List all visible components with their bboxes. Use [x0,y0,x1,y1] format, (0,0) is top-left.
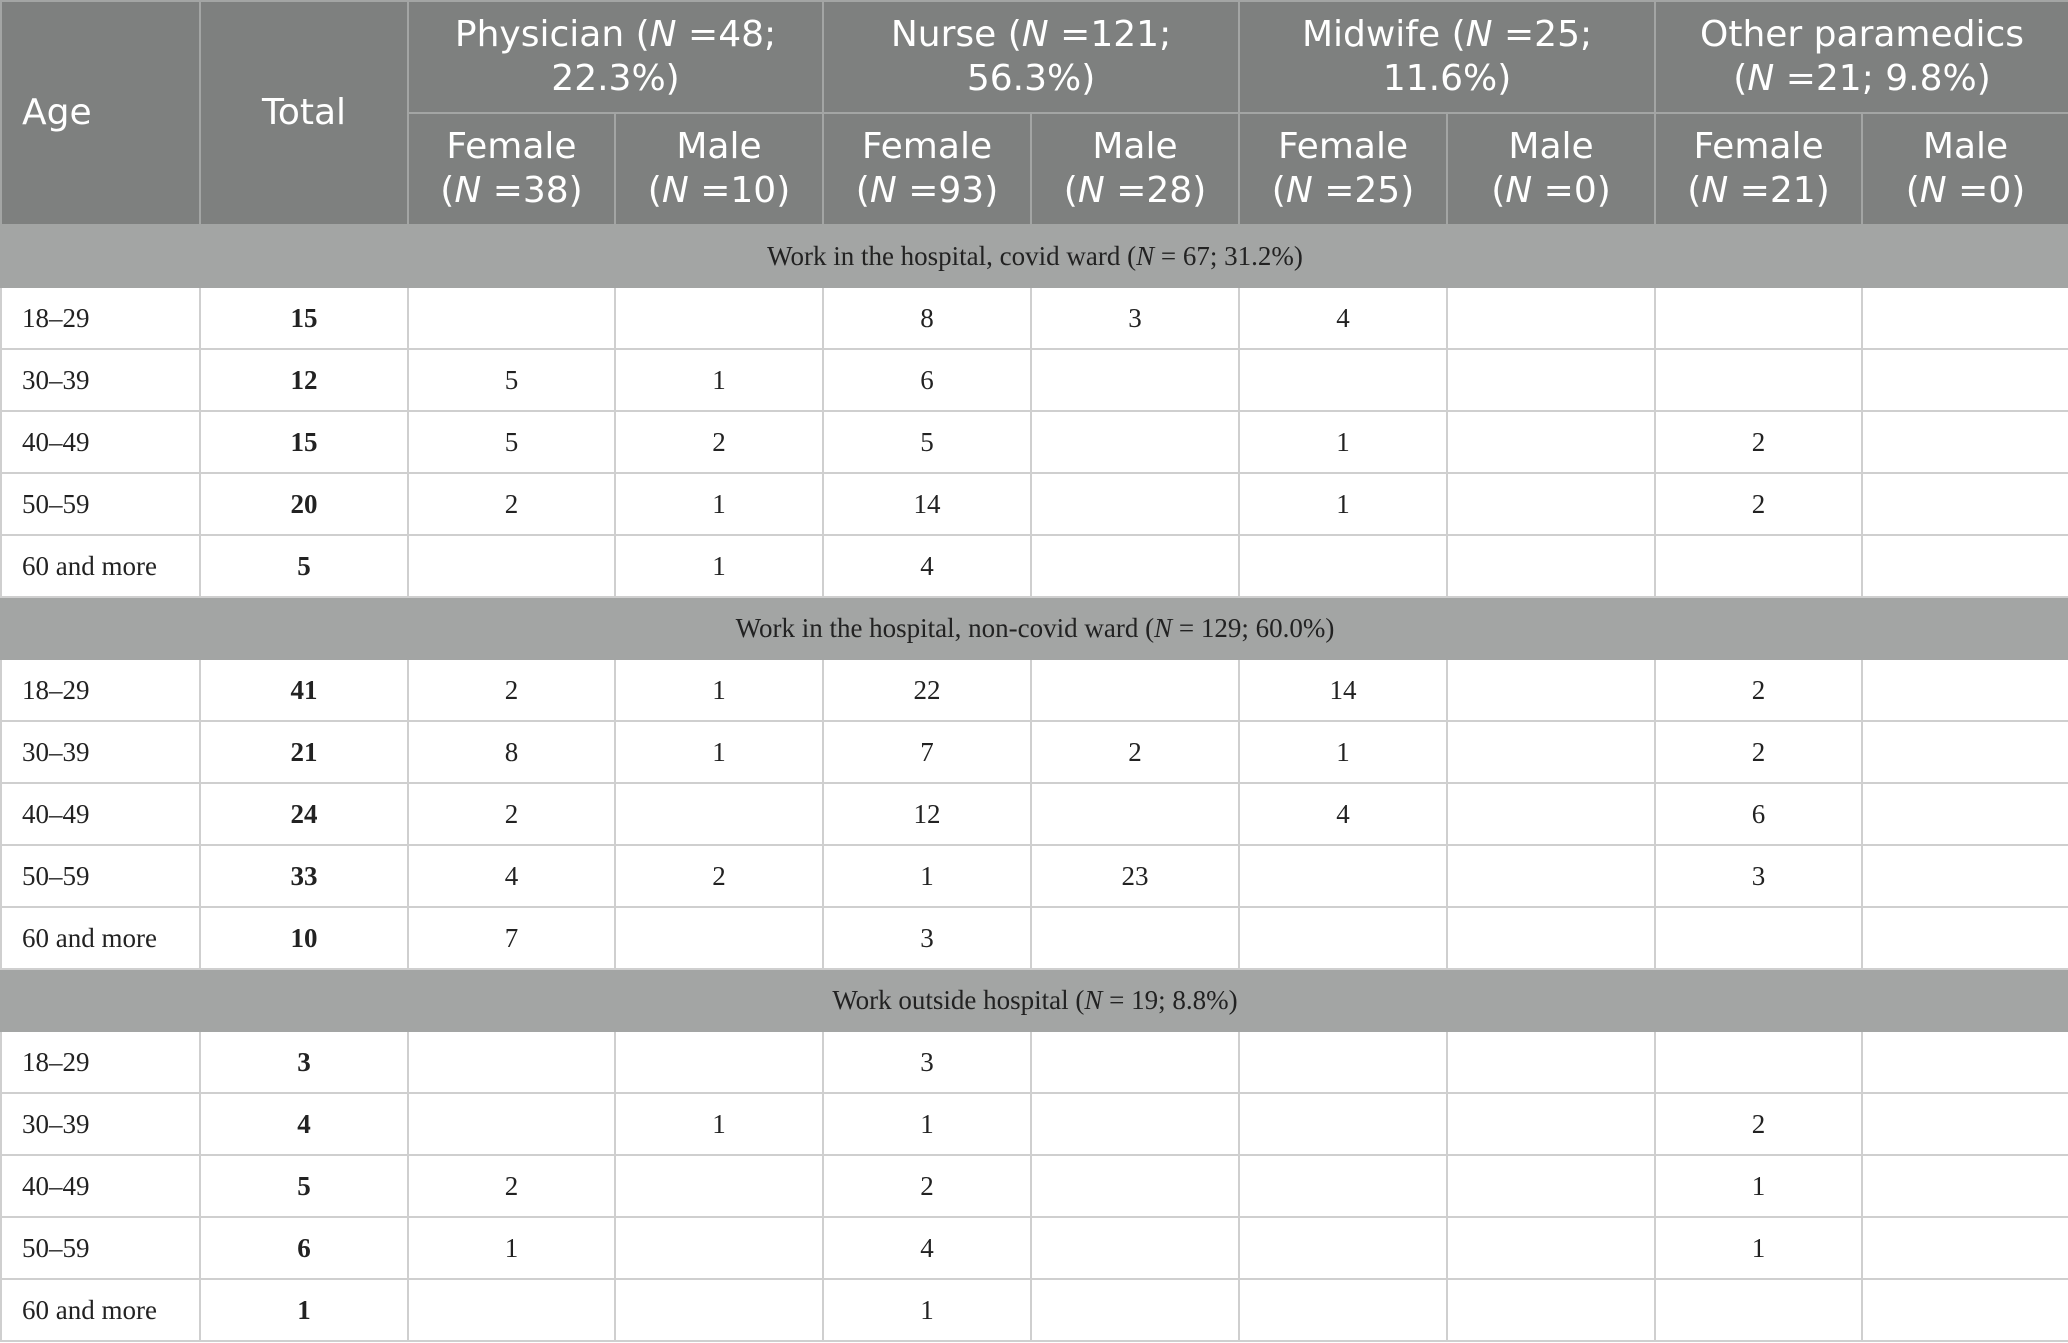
value-cell: 1 [615,349,823,411]
total-cell: 15 [200,411,408,473]
value-cell [1447,783,1655,845]
value-cell: 1 [823,1093,1031,1155]
value-cell [615,907,823,969]
section-title: Work outside hospital (N = 19; 8.8%) [1,969,2068,1031]
value-cell [1031,659,1239,721]
value-cell: 1 [1239,411,1447,473]
value-cell [1862,783,2068,845]
value-cell [1655,1031,1862,1093]
total-cell: 15 [200,287,408,349]
value-cell [1862,287,2068,349]
value-cell [615,1031,823,1093]
value-cell [1031,1155,1239,1217]
value-cell: 2 [408,473,615,535]
table-row [1,535,2068,597]
value-cell [1862,721,2068,783]
section-header-row [1,225,2068,287]
value-cell: 2 [1655,659,1862,721]
value-cell [1862,907,2068,969]
value-cell: 1 [615,659,823,721]
value-cell: 3 [1655,845,1862,907]
value-cell: 1 [1239,473,1447,535]
value-cell: 4 [823,535,1031,597]
value-cell: 2 [408,1155,615,1217]
value-cell [1239,845,1447,907]
total-cell: 20 [200,473,408,535]
table-row [1,1217,2068,1279]
value-cell: 3 [1031,287,1239,349]
value-cell [1862,1279,2068,1341]
total-cell: 3 [200,1031,408,1093]
group-header-physician: Physician (N =48; 22.3%) [408,1,823,113]
section-header-row [1,969,2068,1031]
value-cell: 2 [1655,411,1862,473]
value-cell [408,1093,615,1155]
group-header-nurse: Nurse (N =121; 56.3%) [823,1,1239,113]
value-cell [1031,1093,1239,1155]
value-cell [1447,1031,1655,1093]
age-cell: 30–39 [1,1093,200,1155]
value-cell: 1 [615,535,823,597]
value-cell: 3 [823,907,1031,969]
value-cell [1031,783,1239,845]
table-row [1,659,2068,721]
age-cell: 50–59 [1,845,200,907]
value-cell [1239,907,1447,969]
value-cell: 2 [1031,721,1239,783]
value-cell: 2 [1655,473,1862,535]
value-cell [1447,287,1655,349]
sub-header-physician-male: Male (N =10) [615,113,823,225]
value-cell: 2 [823,1155,1031,1217]
table-row [1,783,2068,845]
value-cell: 7 [408,907,615,969]
total-header: Total [200,1,408,225]
sub-header-physician-female: Female (N =38) [408,113,615,225]
value-cell [1031,473,1239,535]
value-cell [1447,659,1655,721]
value-cell [1239,349,1447,411]
value-cell [1447,721,1655,783]
value-cell [1239,1217,1447,1279]
value-cell: 2 [615,411,823,473]
total-cell: 6 [200,1217,408,1279]
table-row [1,1155,2068,1217]
value-cell [615,287,823,349]
sub-header-other-male: Male (N =0) [1862,113,2068,225]
value-cell [1031,1217,1239,1279]
total-cell: 4 [200,1093,408,1155]
value-cell [1239,1279,1447,1341]
value-cell [1031,535,1239,597]
value-cell [1862,845,2068,907]
section-header-row [1,597,2068,659]
age-cell: 40–49 [1,783,200,845]
value-cell [615,1155,823,1217]
value-cell: 14 [1239,659,1447,721]
value-cell: 1 [615,1093,823,1155]
value-cell [1031,1031,1239,1093]
value-cell: 23 [1031,845,1239,907]
value-cell [1447,907,1655,969]
sub-header-midwife-female: Female (N =25) [1239,113,1447,225]
value-cell: 5 [408,349,615,411]
value-cell: 8 [823,287,1031,349]
value-cell [1031,1279,1239,1341]
value-cell: 2 [408,659,615,721]
age-cell: 40–49 [1,411,200,473]
value-cell [1447,349,1655,411]
value-cell [615,1217,823,1279]
value-cell: 3 [823,1031,1031,1093]
value-cell [1447,845,1655,907]
value-cell [1239,535,1447,597]
value-cell: 4 [408,845,615,907]
section-title: Work in the hospital, covid ward (N = 67; 31.2%) [1,225,2068,287]
value-cell [1239,1155,1447,1217]
age-cell: 40–49 [1,1155,200,1217]
value-cell [1862,1031,2068,1093]
value-cell: 1 [823,1279,1031,1341]
value-cell [615,1279,823,1341]
value-cell [1862,411,2068,473]
value-cell [1862,473,2068,535]
value-cell: 6 [823,349,1031,411]
value-cell: 4 [823,1217,1031,1279]
value-cell: 5 [408,411,615,473]
age-header: Age [1,1,200,225]
total-cell: 24 [200,783,408,845]
value-cell: 1 [408,1217,615,1279]
sub-header-other-female: Female (N =21) [1655,113,1862,225]
group-header-midwife: Midwife (N =25; 11.6%) [1239,1,1655,113]
value-cell [1447,1093,1655,1155]
value-cell [1655,1279,1862,1341]
value-cell [1031,349,1239,411]
age-cell: 18–29 [1,1031,200,1093]
total-cell: 12 [200,349,408,411]
value-cell [408,1031,615,1093]
table-row [1,845,2068,907]
value-cell [1447,1217,1655,1279]
value-cell [1655,349,1862,411]
sub-header-nurse-female: Female (N =93) [823,113,1031,225]
value-cell [1447,1279,1655,1341]
value-cell [1655,287,1862,349]
value-cell: 1 [823,845,1031,907]
value-cell: 2 [1655,1093,1862,1155]
value-cell: 4 [1239,287,1447,349]
sub-header-nurse-male: Male (N =28) [1031,113,1239,225]
value-cell [1862,1155,2068,1217]
value-cell [1239,1093,1447,1155]
value-cell: 1 [615,721,823,783]
table-row [1,1093,2068,1155]
table-row [1,1279,2068,1341]
value-cell: 1 [615,473,823,535]
table-body [1,225,2068,1341]
value-cell [1447,1155,1655,1217]
value-cell [1862,349,2068,411]
age-cell: 60 and more [1,907,200,969]
age-cell: 50–59 [1,1217,200,1279]
value-cell [1031,411,1239,473]
total-cell: 5 [200,535,408,597]
header-row-groups [1,1,2068,113]
section-title: Work in the hospital, non-covid ward (N = 129; 60.0%) [1,597,2068,659]
value-cell [408,535,615,597]
value-cell [1862,659,2068,721]
value-cell: 6 [1655,783,1862,845]
table-row [1,907,2068,969]
value-cell: 1 [1655,1155,1862,1217]
group-header-other-paramedics: Other paramedics (N =21; 9.8%) [1655,1,2068,113]
value-cell [1031,907,1239,969]
value-cell: 12 [823,783,1031,845]
value-cell [408,1279,615,1341]
total-cell: 41 [200,659,408,721]
value-cell [1447,473,1655,535]
sub-header-midwife-male: Male (N =0) [1447,113,1655,225]
value-cell: 2 [408,783,615,845]
value-cell [1239,1031,1447,1093]
value-cell [615,783,823,845]
age-cell: 50–59 [1,473,200,535]
value-cell: 8 [408,721,615,783]
total-cell: 21 [200,721,408,783]
value-cell: 2 [1655,721,1862,783]
value-cell [1862,1217,2068,1279]
table-row [1,411,2068,473]
value-cell [1447,535,1655,597]
value-cell [1862,535,2068,597]
value-cell [1655,535,1862,597]
age-cell: 30–39 [1,721,200,783]
value-cell: 1 [1239,721,1447,783]
age-cell: 18–29 [1,659,200,721]
value-cell: 1 [1655,1217,1862,1279]
value-cell: 4 [1239,783,1447,845]
table-row [1,349,2068,411]
age-cell: 60 and more [1,1279,200,1341]
table-row [1,721,2068,783]
table-row [1,473,2068,535]
table-row [1,1031,2068,1093]
table-row [1,287,2068,349]
age-cell: 18–29 [1,287,200,349]
total-cell: 1 [200,1279,408,1341]
total-cell: 5 [200,1155,408,1217]
value-cell: 7 [823,721,1031,783]
value-cell [1655,907,1862,969]
age-cell: 30–39 [1,349,200,411]
total-cell: 33 [200,845,408,907]
total-cell: 10 [200,907,408,969]
value-cell: 2 [615,845,823,907]
value-cell [1862,1093,2068,1155]
value-cell [408,287,615,349]
value-cell: 5 [823,411,1031,473]
value-cell [1447,411,1655,473]
age-cell: 60 and more [1,535,200,597]
value-cell: 14 [823,473,1031,535]
value-cell: 22 [823,659,1031,721]
